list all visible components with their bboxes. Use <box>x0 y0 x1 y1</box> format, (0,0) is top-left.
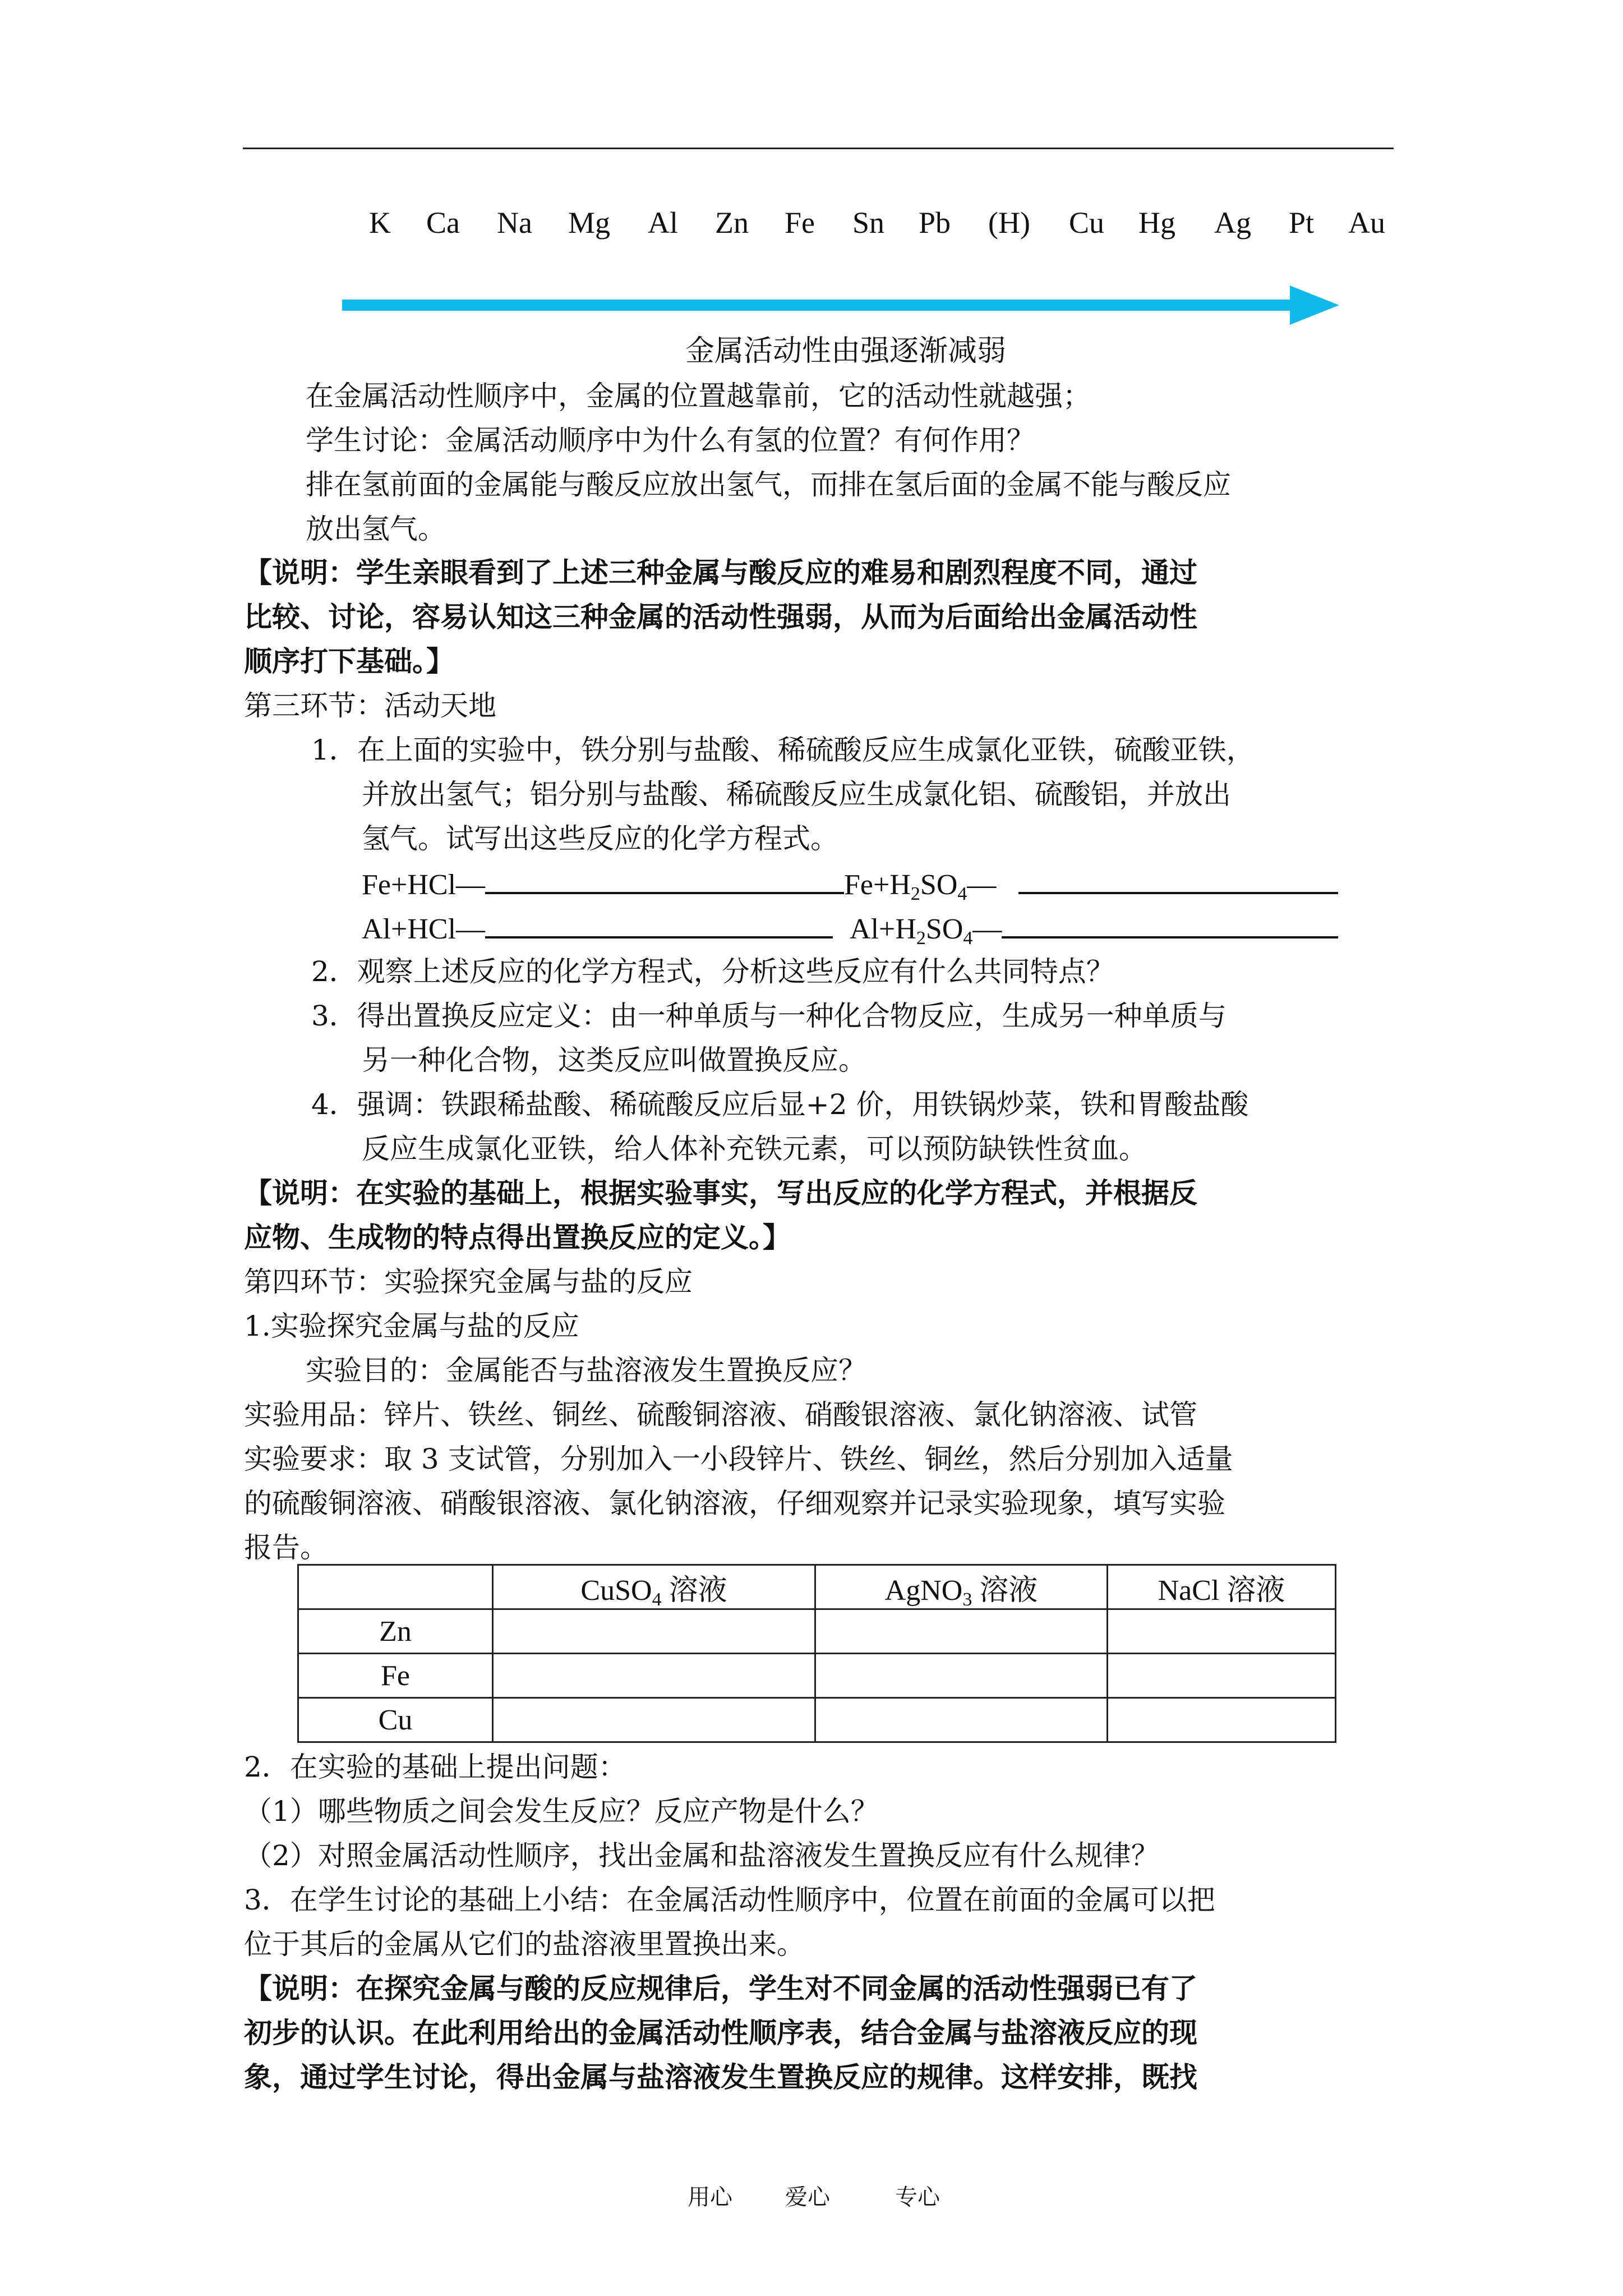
equation-row <box>362 907 1338 950</box>
text-line: 实验要求：取 3 支试管，分别加入一小段锌片、铁丝、铜丝，然后分别加入适量 <box>244 1443 1233 1475</box>
equation-al-hcl: Al+HCl— <box>362 913 486 945</box>
equation-fe-h2so4: $Fe+H_2SO_4—$ <box>844 869 997 904</box>
text-line: 报告。 <box>244 1531 328 1564</box>
metal-symbol: Hg <box>1138 206 1175 240</box>
text-line: 并放出氢气；铝分别与盐酸、稀硫酸反应生成氯化铝、硫酸铝，并放出 <box>362 778 1231 811</box>
text-line: 在金属活动性顺序中，金属的位置越靠前，它的活动性就越强； <box>306 380 1091 412</box>
table-cell[interactable] <box>1108 1609 1336 1654</box>
table-cell[interactable] <box>493 1698 815 1742</box>
footer-text: 专心 <box>895 2184 940 2210</box>
note-line: 顺序打下基础。】 <box>244 645 454 678</box>
metal-symbol: Pt <box>1289 206 1315 240</box>
list-item: （2）对照金属活动性顺序，找出金属和盐溶液发生置换反应有什么规律？ <box>244 1839 1159 1872</box>
table-row <box>298 1698 1336 1742</box>
row-label: Cu <box>298 1698 493 1742</box>
list-item: 2．在实验的基础上提出问题： <box>244 1751 626 1783</box>
metal-symbol: Au <box>1348 206 1385 240</box>
column-header: AgNO$_3$ 溶液 <box>815 1565 1108 1609</box>
answer-blank[interactable] <box>485 863 844 894</box>
footer-text: 爱心 <box>785 2184 830 2210</box>
column-header: CuSO$_4$ 溶液 <box>493 1565 815 1609</box>
list-item: （1）哪些物质之间会发生反应？反应产物是什么？ <box>244 1795 879 1828</box>
note-line: 【说明：在探究金属与酸的反应规律后，学生对不同金属的活动性强弱已有了 <box>244 1972 1197 2005</box>
subheading: 1.实验探究金属与盐的反应 <box>244 1310 579 1342</box>
section-heading: 第三环节：活动天地 <box>244 689 496 722</box>
text-line: 另一种化合物，这类反应叫做置换反应。 <box>362 1044 866 1076</box>
metal-symbol: Zn <box>715 206 749 240</box>
series-caption: 金属活动性由强逐渐减弱 <box>685 334 1007 368</box>
text-line: 放出氢气。 <box>306 513 446 545</box>
answer-blank[interactable] <box>1018 863 1338 894</box>
metal-symbol: (H) <box>988 206 1030 240</box>
table-row <box>298 1609 1336 1654</box>
list-item: 2．观察上述反应的化学方程式，分析这些反应有什么共同特点？ <box>311 955 1114 988</box>
note-line: 象，通过学生讨论，得出金属与盐溶液发生置换反应的规律。这样安排，既找 <box>244 2060 1197 2093</box>
list-item: 3．在学生讨论的基础上小结：在金属活动性顺序中，位置在前面的金属可以把 <box>244 1884 1215 1916</box>
table-corner-cell <box>298 1565 493 1609</box>
metal-symbol: Sn <box>852 206 885 240</box>
metal-symbol: Cu <box>1069 206 1105 240</box>
text-line: 学生讨论：金属活动顺序中为什么有氢的位置？有何作用？ <box>306 424 1035 457</box>
row-label: Zn <box>298 1609 493 1654</box>
column-header: NaCl 溶液 <box>1108 1565 1336 1609</box>
table-cell[interactable] <box>815 1654 1108 1698</box>
text-line: 实验用品：锌片、铁丝、铜丝、硫酸铜溶液、硝酸银溶液、氯化钠溶液、试管 <box>244 1398 1197 1431</box>
activity-arrow <box>342 283 1340 328</box>
equation-fe-hcl: Fe+HCl— <box>362 869 486 901</box>
text-line: 氢气。试写出这些反应的化学方程式。 <box>362 822 838 855</box>
note-line: 【说明：学生亲眼看到了上述三种金属与酸反应的难易和剧烈程度不同，通过 <box>244 556 1197 589</box>
metal-symbol: Fe <box>785 206 815 240</box>
list-item: 1．在上面的实验中，铁分别与盐酸、稀硫酸反应生成氯化亚铁，硫酸亚铁， <box>311 734 1255 766</box>
table-cell[interactable] <box>493 1654 815 1698</box>
table-cell[interactable] <box>493 1609 815 1654</box>
equation-row <box>362 863 1338 905</box>
equation-al-h2so4: $Al+H_2SO_4—$ <box>850 913 1002 949</box>
table-row <box>298 1654 1336 1698</box>
list-item: 4．强调：铁跟稀盐酸、稀硫酸反应后显+2 价，用铁锅炒菜，铁和胃酸盐酸 <box>311 1088 1249 1121</box>
metal-symbol: Al <box>648 206 678 240</box>
footer-text: 用心 <box>688 2184 732 2210</box>
table-header-row <box>298 1565 1336 1609</box>
metal-symbol: Pb <box>919 206 951 240</box>
note-line: 比较、讨论，容易认知这三种金属的活动性强弱，从而为后面给出金属活动性 <box>244 600 1197 633</box>
text-line: 的硫酸铜溶液、硝酸银溶液、氯化钠溶液，仔细观察并记录实验现象，填写实验 <box>244 1487 1225 1520</box>
answer-blank[interactable] <box>485 907 833 938</box>
section-heading: 第四环节：实验探究金属与盐的反应 <box>244 1266 693 1298</box>
table-cell[interactable] <box>815 1698 1108 1742</box>
metal-symbol: Ag <box>1214 206 1251 240</box>
text-line: 位于其后的金属从它们的盐溶液里置换出来。 <box>244 1928 805 1961</box>
metal-symbol: K <box>369 206 391 240</box>
row-label: Fe <box>298 1654 493 1698</box>
metal-symbol: Mg <box>568 206 611 240</box>
metal-symbol: Na <box>497 206 532 240</box>
text-line: 反应生成氯化亚铁，给人体补充铁元素，可以预防缺铁性贫血。 <box>362 1133 1147 1165</box>
note-line: 【说明：在实验的基础上，根据实验事实，写出反应的化学方程式，并根据反 <box>244 1176 1197 1209</box>
answer-blank[interactable] <box>1002 907 1338 938</box>
table-cell[interactable] <box>1108 1698 1336 1742</box>
note-line: 初步的认识。在此利用给出的金属活动性顺序表，结合金属与盐溶液反应的现 <box>244 2016 1197 2049</box>
table-cell[interactable] <box>1108 1654 1336 1698</box>
experiment-table <box>297 1564 1336 1743</box>
header-rule <box>243 148 1394 149</box>
metal-symbol: Ca <box>426 206 460 240</box>
text-line: 排在氢前面的金属能与酸反应放出氢气，而排在氢后面的金属不能与酸反应 <box>306 468 1231 501</box>
text-line: 实验目的：金属能否与盐溶液发生置换反应？ <box>306 1354 866 1387</box>
table-cell[interactable] <box>815 1609 1108 1654</box>
list-item: 3．得出置换反应定义：由一种单质与一种化合物反应，生成另一种单质与 <box>311 1000 1227 1032</box>
note-line: 应物、生成物的特点得出置换反应的定义。】 <box>244 1221 791 1254</box>
